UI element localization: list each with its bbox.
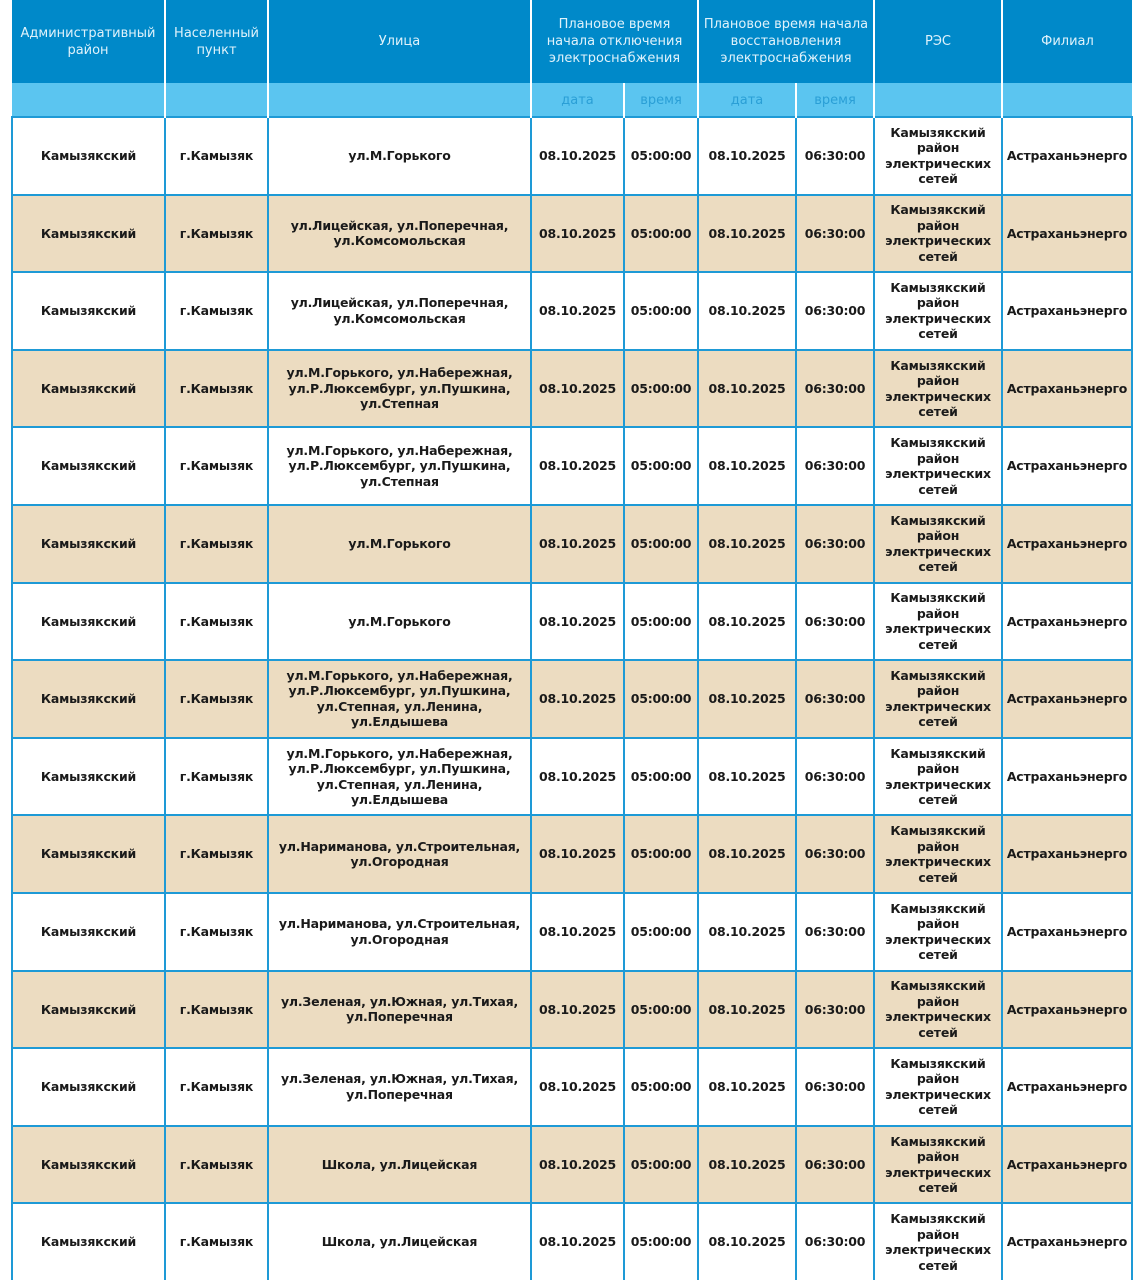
subheader-outage-time: время	[624, 84, 698, 117]
header-district: Административный район	[12, 0, 165, 84]
cell-district: Камызякский	[12, 1126, 165, 1204]
cell-restore-time: 06:30:00	[796, 117, 874, 195]
cell-street: ул.М.Горького, ул.Набережная, ул.Р.Люксембург, ул.Пушкина, ул.Степная, ул.Ленина, ул.Елдышева	[268, 738, 531, 816]
cell-settlement: г.Камызяк	[165, 893, 268, 971]
cell-restore-date: 08.10.2025	[698, 505, 796, 583]
cell-res: Камызякский район электрических сетей	[874, 971, 1002, 1049]
cell-restore-date: 08.10.2025	[698, 815, 796, 893]
cell-street: ул.М.Горького, ул.Набережная, ул.Р.Люксембург, ул.Пушкина, ул.Степная	[268, 427, 531, 505]
cell-settlement: г.Камызяк	[165, 971, 268, 1049]
table-row	[12, 971, 1132, 1049]
cell-outage-time: 05:00:00	[624, 1203, 698, 1280]
header-branch: Филиал	[1002, 0, 1132, 84]
cell-street: ул.Зеленая, ул.Южная, ул.Тихая, ул.Поперечная	[268, 1048, 531, 1126]
table-header	[12, 0, 1132, 117]
cell-outage-date: 08.10.2025	[531, 1048, 624, 1126]
cell-res: Камызякский район электрических сетей	[874, 1203, 1002, 1280]
cell-settlement: г.Камызяк	[165, 815, 268, 893]
header-settlement: Населенный пункт	[165, 0, 268, 84]
subheader-empty	[268, 84, 531, 117]
cell-outage-time: 05:00:00	[624, 272, 698, 350]
cell-outage-time: 05:00:00	[624, 583, 698, 661]
cell-outage-date: 08.10.2025	[531, 815, 624, 893]
table-row	[12, 505, 1132, 583]
cell-settlement: г.Камызяк	[165, 1126, 268, 1204]
cell-district: Камызякский	[12, 1048, 165, 1126]
cell-settlement: г.Камызяк	[165, 117, 268, 195]
cell-outage-date: 08.10.2025	[531, 195, 624, 273]
cell-settlement: г.Камызяк	[165, 195, 268, 273]
header-outage-start: Плановое время начала отключения электроснабжения	[531, 0, 698, 84]
subheader-empty	[1002, 84, 1132, 117]
cell-restore-time: 06:30:00	[796, 350, 874, 428]
cell-branch: Астраханьэнерго	[1002, 1203, 1132, 1280]
cell-branch: Астраханьэнерго	[1002, 1126, 1132, 1204]
table-row	[12, 1203, 1132, 1280]
cell-restore-time: 06:30:00	[796, 427, 874, 505]
cell-branch: Астраханьэнерго	[1002, 815, 1132, 893]
header-res: РЭС	[874, 0, 1002, 84]
cell-restore-time: 06:30:00	[796, 583, 874, 661]
cell-district: Камызякский	[12, 350, 165, 428]
table-row	[12, 427, 1132, 505]
cell-outage-time: 05:00:00	[624, 971, 698, 1049]
cell-district: Камызякский	[12, 738, 165, 816]
cell-res: Камызякский район электрических сетей	[874, 583, 1002, 661]
cell-district: Камызякский	[12, 505, 165, 583]
cell-restore-time: 06:30:00	[796, 1203, 874, 1280]
cell-outage-time: 05:00:00	[624, 505, 698, 583]
table-row	[12, 815, 1132, 893]
table-row	[12, 117, 1132, 195]
cell-outage-date: 08.10.2025	[531, 893, 624, 971]
cell-outage-date: 08.10.2025	[531, 505, 624, 583]
cell-settlement: г.Камызяк	[165, 1048, 268, 1126]
cell-res: Камызякский район электрических сетей	[874, 1048, 1002, 1126]
cell-outage-time: 05:00:00	[624, 427, 698, 505]
cell-res: Камызякский район электрических сетей	[874, 117, 1002, 195]
cell-district: Камызякский	[12, 893, 165, 971]
cell-street: Школа, ул.Лицейская	[268, 1203, 531, 1280]
cell-branch: Астраханьэнерго	[1002, 971, 1132, 1049]
header-restore-start: Плановое время начала восстановления электроснабжения	[698, 0, 874, 84]
table-row	[12, 272, 1132, 350]
cell-settlement: г.Камызяк	[165, 583, 268, 661]
table-row	[12, 660, 1132, 738]
table-row	[12, 1126, 1132, 1204]
cell-outage-time: 05:00:00	[624, 815, 698, 893]
cell-restore-time: 06:30:00	[796, 971, 874, 1049]
cell-street: ул.Лицейская, ул.Поперечная, ул.Комсомольская	[268, 195, 531, 273]
subheader-empty	[165, 84, 268, 117]
cell-res: Камызякский район электрических сетей	[874, 195, 1002, 273]
cell-branch: Астраханьэнерго	[1002, 738, 1132, 816]
table-body	[12, 117, 1132, 1280]
cell-branch: Астраханьэнерго	[1002, 893, 1132, 971]
cell-restore-time: 06:30:00	[796, 893, 874, 971]
cell-res: Камызякский район электрических сетей	[874, 505, 1002, 583]
cell-outage-date: 08.10.2025	[531, 350, 624, 428]
table-row	[12, 583, 1132, 661]
subheader-empty	[874, 84, 1002, 117]
cell-restore-time: 06:30:00	[796, 738, 874, 816]
cell-restore-date: 08.10.2025	[698, 117, 796, 195]
table-row	[12, 893, 1132, 971]
cell-street: ул.М.Горького, ул.Набережная, ул.Р.Люксембург, ул.Пушкина, ул.Степная, ул.Ленина, ул.Елдышева	[268, 660, 531, 738]
subheader-restore-time: время	[796, 84, 874, 117]
cell-restore-date: 08.10.2025	[698, 350, 796, 428]
cell-restore-time: 06:30:00	[796, 1126, 874, 1204]
cell-outage-date: 08.10.2025	[531, 117, 624, 195]
cell-res: Камызякский район электрических сетей	[874, 350, 1002, 428]
cell-restore-time: 06:30:00	[796, 195, 874, 273]
cell-settlement: г.Камызяк	[165, 738, 268, 816]
cell-branch: Астраханьэнерго	[1002, 427, 1132, 505]
cell-restore-date: 08.10.2025	[698, 1203, 796, 1280]
cell-branch: Астраханьэнерго	[1002, 505, 1132, 583]
cell-restore-date: 08.10.2025	[698, 893, 796, 971]
cell-outage-date: 08.10.2025	[531, 427, 624, 505]
cell-district: Камызякский	[12, 971, 165, 1049]
table-row	[12, 350, 1132, 428]
cell-restore-time: 06:30:00	[796, 660, 874, 738]
cell-street: ул.Зеленая, ул.Южная, ул.Тихая, ул.Поперечная	[268, 971, 531, 1049]
outage-schedule	[11, 0, 1131, 1280]
cell-district: Камызякский	[12, 272, 165, 350]
cell-restore-date: 08.10.2025	[698, 1048, 796, 1126]
cell-branch: Астраханьэнерго	[1002, 195, 1132, 273]
subheader-outage-date: дата	[531, 84, 624, 117]
cell-branch: Астраханьэнерго	[1002, 117, 1132, 195]
header-street: Улица	[268, 0, 531, 84]
cell-restore-date: 08.10.2025	[698, 195, 796, 273]
cell-restore-date: 08.10.2025	[698, 1126, 796, 1204]
cell-outage-time: 05:00:00	[624, 660, 698, 738]
cell-branch: Астраханьэнерго	[1002, 350, 1132, 428]
cell-district: Камызякский	[12, 1203, 165, 1280]
cell-branch: Астраханьэнерго	[1002, 1048, 1132, 1126]
cell-district: Камызякский	[12, 815, 165, 893]
cell-district: Камызякский	[12, 195, 165, 273]
table-row	[12, 738, 1132, 816]
cell-outage-date: 08.10.2025	[531, 738, 624, 816]
cell-street: Школа, ул.Лицейская	[268, 1126, 531, 1204]
cell-branch: Астраханьэнерго	[1002, 272, 1132, 350]
cell-settlement: г.Камызяк	[165, 505, 268, 583]
cell-branch: Астраханьэнерго	[1002, 583, 1132, 661]
cell-restore-date: 08.10.2025	[698, 738, 796, 816]
subheader-row	[12, 84, 1132, 117]
cell-outage-time: 05:00:00	[624, 195, 698, 273]
cell-street: ул.М.Горького	[268, 505, 531, 583]
cell-district: Камызякский	[12, 117, 165, 195]
table-row	[12, 1048, 1132, 1126]
cell-district: Камызякский	[12, 583, 165, 661]
cell-res: Камызякский район электрических сетей	[874, 272, 1002, 350]
cell-street: ул.М.Горького	[268, 583, 531, 661]
cell-outage-time: 05:00:00	[624, 893, 698, 971]
cell-street: ул.М.Горького	[268, 117, 531, 195]
cell-outage-time: 05:00:00	[624, 117, 698, 195]
cell-restore-time: 06:30:00	[796, 272, 874, 350]
cell-outage-time: 05:00:00	[624, 1126, 698, 1204]
cell-restore-date: 08.10.2025	[698, 660, 796, 738]
cell-settlement: г.Камызяк	[165, 660, 268, 738]
outage-table	[11, 0, 1133, 1280]
cell-outage-time: 05:00:00	[624, 738, 698, 816]
cell-res: Камызякский район электрических сетей	[874, 815, 1002, 893]
cell-district: Камызякский	[12, 427, 165, 505]
cell-settlement: г.Камызяк	[165, 350, 268, 428]
cell-restore-date: 08.10.2025	[698, 272, 796, 350]
cell-outage-time: 05:00:00	[624, 1048, 698, 1126]
cell-street: ул.М.Горького, ул.Набережная, ул.Р.Люксембург, ул.Пушкина, ул.Степная	[268, 350, 531, 428]
subheader-restore-date: дата	[698, 84, 796, 117]
cell-branch: Астраханьэнерго	[1002, 660, 1132, 738]
cell-outage-date: 08.10.2025	[531, 272, 624, 350]
cell-outage-date: 08.10.2025	[531, 971, 624, 1049]
cell-district: Камызякский	[12, 660, 165, 738]
cell-settlement: г.Камызяк	[165, 272, 268, 350]
cell-settlement: г.Камызяк	[165, 1203, 268, 1280]
table-row	[12, 195, 1132, 273]
cell-outage-date: 08.10.2025	[531, 660, 624, 738]
cell-outage-time: 05:00:00	[624, 350, 698, 428]
cell-res: Камызякский район электрических сетей	[874, 1126, 1002, 1204]
cell-restore-time: 06:30:00	[796, 1048, 874, 1126]
cell-res: Камызякский район электрических сетей	[874, 893, 1002, 971]
cell-restore-date: 08.10.2025	[698, 971, 796, 1049]
cell-res: Камызякский район электрических сетей	[874, 660, 1002, 738]
cell-res: Камызякский район электрических сетей	[874, 738, 1002, 816]
cell-restore-time: 06:30:00	[796, 815, 874, 893]
cell-restore-date: 08.10.2025	[698, 427, 796, 505]
cell-res: Камызякский район электрических сетей	[874, 427, 1002, 505]
cell-settlement: г.Камызяк	[165, 427, 268, 505]
cell-street: ул.Нариманова, ул.Строительная, ул.Огородная	[268, 893, 531, 971]
cell-restore-date: 08.10.2025	[698, 583, 796, 661]
cell-outage-date: 08.10.2025	[531, 583, 624, 661]
cell-outage-date: 08.10.2025	[531, 1203, 624, 1280]
cell-street: ул.Лицейская, ул.Поперечная, ул.Комсомольская	[268, 272, 531, 350]
subheader-empty	[12, 84, 165, 117]
cell-street: ул.Нариманова, ул.Строительная, ул.Огородная	[268, 815, 531, 893]
header-row	[12, 0, 1132, 84]
cell-outage-date: 08.10.2025	[531, 1126, 624, 1204]
cell-restore-time: 06:30:00	[796, 505, 874, 583]
